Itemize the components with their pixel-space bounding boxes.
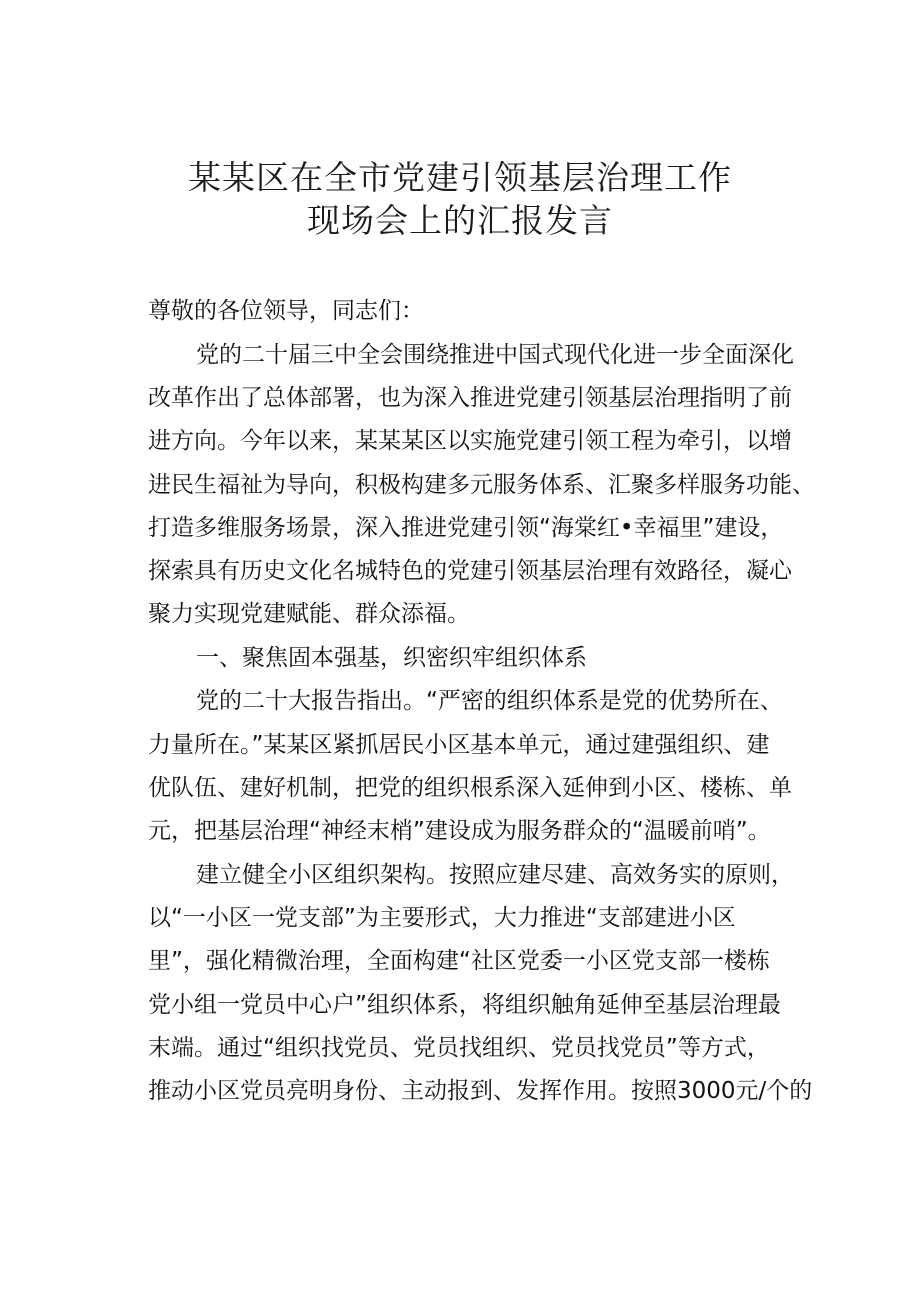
section-heading: 一、聚焦固本强基，织密织牢组织体系 — [196, 645, 587, 671]
paragraph-line: 聚力实现党建赋能、群众添福。 — [148, 601, 470, 627]
paragraph-line: 推动小区党员亮明身份、主动报到、发挥作用。按照3000元/个的 — [148, 1078, 813, 1104]
paragraph-line: 改革作出了总体部署，也为深入推进党建引领基层治理指明了前 — [148, 385, 792, 411]
document-title-line-1: 某某区在全市党建引领基层治理工作 — [188, 158, 732, 197]
paragraph-line: 末端。通过“组织找党员、党员找组织、党员找党员”等方式， — [148, 1035, 770, 1061]
paragraph-line: 力量所在。”某某区紧抓居民小区基本单元，通过建强组织、建 — [148, 732, 770, 758]
paragraph-line: 以“一小区一党支部”为主要形式，大力推进“支部建进小区 — [148, 905, 736, 931]
paragraph-line: 进方向。今年以来，某某某区以实施党建引领工程为牵引，以增 — [148, 428, 792, 454]
paragraph-line: 进民生福祉为导向，积极构建多元服务体系、汇聚多样服务功能、 — [148, 472, 815, 498]
paragraph-line: 打造多维服务场景，深入推进党建引领“海棠红•幸福里”建设， — [148, 515, 784, 541]
paragraph-line: 党小组一党员中心户”组织体系，将组织触角延伸至基层治理最 — [148, 992, 781, 1018]
paragraph-line: 党的二十大报告指出。“严密的组织体系是党的优势所在、 — [196, 688, 783, 714]
paragraph-line: 建立健全小区组织架构。按照应建尽建、高效务实的原则， — [196, 862, 794, 888]
paragraph-line: 里”，强化精微治理，全面构建“社区党委一小区党支部一楼栋 — [148, 948, 770, 974]
paragraph-line: 优队伍、建好机制，把党的组织根系深入延伸到小区、楼栋、单 — [148, 775, 792, 801]
paragraph-line: 党的二十届三中全会围绕推进中国式现代化进一步全面深化 — [196, 342, 794, 368]
greeting: 尊敬的各位领导，同志们： — [148, 298, 424, 324]
paragraph-line: 探索具有历史文化名城特色的党建引领基层治理有效路径，凝心 — [148, 558, 792, 584]
paragraph-line: 元，把基层治理“神经末梢”建设成为服务群众的“温暖前哨”。 — [148, 818, 771, 844]
document-title-line-2: 现场会上的汇报发言 — [307, 201, 613, 240]
